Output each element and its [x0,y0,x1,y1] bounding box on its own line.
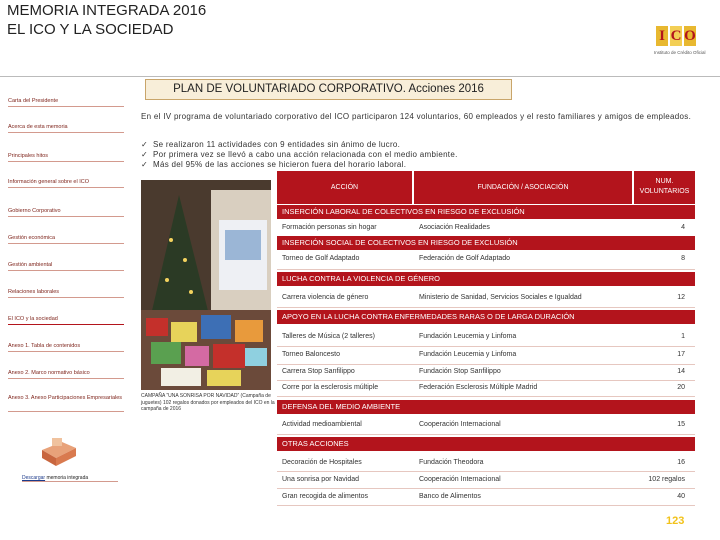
sidebar-item-gobierno[interactable]: Gobierno Corporativo [8,206,124,217]
table-row: Gran recogida de alimentos Banco de Alimentos 40 [277,488,695,506]
table-row: Formación personas sin hogar Asociación Realidades 4 [277,220,695,237]
bullet-item: ✓ Más del 95% de las acciones se hicieron fuera del horario laboral. [141,160,407,169]
sidebar [0,96,125,540]
sidebar-item-anexo1[interactable]: Anexo 1. Tabla de contenidos [8,341,124,352]
report-title-line1: MEMORIA INTEGRADA 2016 [7,2,207,19]
check-icon: ✓ [141,160,149,169]
section-header: DEFENSA DEL MEDIO AMBIENTE [277,400,695,414]
section-header: INSERCIÓN LABORAL DE COLECTIVOS EN RIESGO DE EXCLUSIÓN [277,205,695,219]
table-row: Una sonrisa por Navidad Cooperación Internacional 102 regalos [277,471,695,489]
section-header: APOYO EN LA LUCHA CONTRA ENFERMEDADES RARAS O DE LARGA DURACIÓN [277,310,695,324]
check-icon: ✓ [141,150,149,159]
section-header: LUCHA CONTRA LA VIOLENCIA DE GÉNERO [277,272,695,286]
section-header: OTRAS ACCIONES [277,437,695,451]
download-report-prefix[interactable]: Descargar [22,475,46,481]
page-number: 123 [666,515,685,527]
logo-subtitle: Instituto de Crédito Oficial [654,50,706,55]
sidebar-item-carta[interactable]: Carta del Presidente [8,96,124,107]
sidebar-item-informacion[interactable]: Información general sobre el ICO [8,177,124,188]
table-row: Torneo Baloncesto Fundación Leucemia y Linfoma 17 [277,346,695,365]
sidebar-item-sociedad[interactable]: El ICO y la sociedad [8,314,124,325]
bullet-item: ✓ Se realizaron 11 actividades con 9 entidades sin ánimo de lucro. [141,140,401,149]
header-divider [0,76,720,77]
report-document-icon[interactable] [38,436,80,468]
table-row: Talleres de Música (2 talleres) Fundación Leucemia y Linfoma 1 [277,328,695,347]
sidebar-item-anexo3[interactable]: Anexo 3. Anexo Participaciones Empresariales [8,395,124,412]
table-row: Torneo de Golf Adaptado Federación de Golf Adaptado 8 [277,251,695,270]
sidebar-item-hitos[interactable]: Principales hitos [8,151,124,162]
column-header-num-voluntarios: NUM. VOLUNTARIOS [634,171,695,204]
ico-logo [652,26,712,64]
column-header-accion: ACCIÓN [277,171,412,204]
check-icon: ✓ [141,140,149,149]
sidebar-item-acerca[interactable]: Acerca de esta memoria [8,122,124,133]
table-row: Carrera violencia de género Ministerio de Sanidad, Servicios Sociales e Igualdad 12 [277,288,695,308]
table-row: Corre por la esclerosis múltiple Federación Esclerosis Múltiple Madrid 20 [277,380,695,397]
table-row: Actividad medioambiental Cooperación Internacional 15 [277,416,695,435]
photo-caption: CAMPAÑA “UNA SONRISA POR NAVIDAD” (Campaña de juguetes) 102 regalos donados por empleados del ICO en la campaña de 2016 [141,393,275,412]
download-report-link[interactable] [22,475,118,482]
christmas-gifts-photo [141,180,271,390]
section-header: INSERCIÓN SOCIAL DE COLECTIVOS EN RIESGO DE EXCLUSIÓN [277,236,695,250]
sidebar-item-ambiental[interactable]: Gestión ambiental [8,260,124,271]
table-row: Carrera Stop Sanfilippo Fundación Stop Sanfilippo 14 [277,364,695,381]
intro-paragraph: En el IV programa de voluntariado corporativo del ICO participaron 124 voluntarios, 60 empleados y el resto familiares y amigos de empleados. [141,112,692,121]
table-row: Decoración de Hospitales Fundación Theodora 16 [277,454,695,472]
sidebar-item-anexo2[interactable]: Anexo 2. Marco normativo básico [8,368,124,379]
logo-letter-o: O [684,28,696,44]
bullet-item: ✓ Por primera vez se llevó a cabo una acción relacionada con el medio ambiente. [141,150,458,159]
report-title-line2: EL ICO Y LA SOCIEDAD [7,21,174,38]
plan-title: PLAN DE VOLUNTARIADO CORPORATIVO. Acciones 2016 [145,79,512,100]
logo-letter-c: C [670,28,682,44]
column-header-fundacion: FUNDACIÓN / ASOCIACIÓN [414,171,632,204]
logo-letter-i: I [656,26,668,46]
sidebar-item-economica[interactable]: Gestión económica [8,233,124,244]
download-report-text: memoria integrada [45,475,89,481]
sidebar-item-laborales[interactable]: Relaciones laborales [8,287,124,298]
